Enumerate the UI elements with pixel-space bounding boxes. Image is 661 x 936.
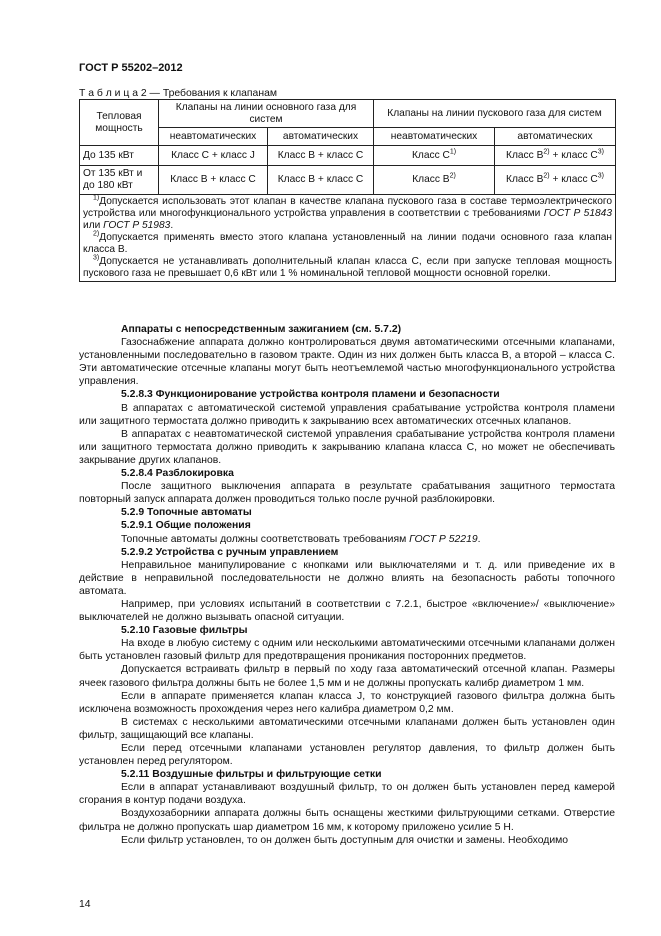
cell-start-nonauto: Класс $В^{2)}$ <box>374 166 495 195</box>
paragraph: Например, при условиях испытаний в соответствии с 7.2.1, быстрое «включение»/ «выключение» выключателей не должно вызывать опасной ситуации. <box>79 598 615 624</box>
table-header-row <box>80 100 616 128</box>
cell-main-nonauto: Класс В + класс С <box>159 166 268 195</box>
section-heading: Аппараты с непосредственным зажиганием (см. 5.7.2) <box>121 324 402 335</box>
table-row <box>80 166 616 195</box>
cell-main-auto: Класс В + класс С <box>268 166 374 195</box>
subheading-main-auto: автоматических <box>268 128 374 146</box>
section-heading: 5.2.10 Газовые фильтры <box>121 625 248 637</box>
document-header: ГОСТ Р 55202–2012 <box>79 62 183 74</box>
table-note: $^{1)}$Допускается использовать этот клапан в качестве клапана пускового газа в составе термоэлектрического устройства или многофункционального устройства управления в соответствии с требованиями ГОСТ Р 51843 или ГОСТ Р 51983. <box>83 194 613 231</box>
footnote-ref: 2) <box>449 172 456 180</box>
footnote-ref: 3) <box>597 148 605 156</box>
valve-requirements-table <box>79 99 616 282</box>
table-row <box>80 146 616 166</box>
table-note: $^{3)}$Допускается не устанавливать дополнительный клапан класса С, если при запуске тепловая мощность пускового газа не превышает 0,6 кВт или 1 % номинальной тепловой мощности основной горелки. <box>83 254 613 279</box>
paragraph: Если в аппарат устанавливают воздушный фильтр, то он должен быть установлен перед камерой сгорания в контур подачи воздуха. <box>79 782 615 807</box>
paragraph: В системах с несколькими автоматическими отсечными клапанами должен быть установлен один фильтр, защищающий все клапаны. <box>79 716 615 741</box>
paragraph: На входе в любую систему с одним или несколькими автоматическими отсечными клапанами должен быть установлен газовый фильтр для предотвращения проникания посторонних предметов. <box>79 638 615 663</box>
section-heading: 5.2.8.4 Разблокировка <box>121 468 234 480</box>
table-caption: Т а б л и ц а 2 — Требования к клапанам <box>79 88 277 99</box>
cell-start-nonauto: Класс $С^{1)}$ <box>374 146 495 166</box>
section-heading: 5.2.9.2 Устройства с ручным управлением <box>121 546 339 558</box>
cell-power: До 135 кВт <box>80 146 159 166</box>
page-number: 14 <box>79 899 91 910</box>
table-subheader-row <box>80 128 616 146</box>
paragraph: Допускается встраивать фильтр в первый по ходу газа автоматический отсечной клапан. Размеры ячеек газового фильтра должны быть не более 1,5 мм и не должны пропускать калибр диаметром 1 мм. <box>79 664 615 689</box>
table-notes-row <box>80 195 616 282</box>
section-heading: 5.2.9.1 Общие положения <box>121 520 251 532</box>
footnote-ref: 1) <box>449 148 457 156</box>
section-heading: 5.2.9 Топочные автоматы <box>121 507 252 519</box>
col-heading-power: Тепловая мощность <box>80 100 159 146</box>
paragraph: Газоснабжение аппарата должно контролироваться двумя автоматическими отсечными клапанами, установленными последовательно в газовом тракте. Один из них должен быть класса В, а второй – класса С. Эти автоматические отсечные клапаны могут быть неотъемлемой частью многофункционального устройства управления. <box>79 337 615 388</box>
paragraph: Если в аппарате применяется клапан класса J, то конструкцией газового фильтра должна быть исключена возможность прохождения через него калибра диаметром 0,2 мм. <box>79 690 615 715</box>
paragraph: Неправильное манипулирование с кнопками или выключателями и т. д. или приведение их в действие в неправильной последовательности не должно влиять на безопасность работы топочного автомата. <box>79 559 615 597</box>
section-heading: 5.2.11 Воздушные фильтры и фильтрующие сетки <box>121 769 382 781</box>
cell-start-auto: Класс $В^{2)}$ + класс $С^{3)}$ <box>495 146 616 166</box>
cell-start-auto: Класс $В^{2)}$ + класс $С^{3)}$ <box>495 166 616 195</box>
footnote-ref: 3) <box>597 172 605 180</box>
table-notes <box>80 195 616 282</box>
cell-power: От 135 кВт и до 180 кВт <box>80 166 159 195</box>
subheading-start-auto: автоматических <box>495 128 616 146</box>
paragraph: В аппаратах с автоматической системой управления срабатывание устройства контроля пламени или защитного термостата должно приводить к закрыванию всех автоматических отсечных клапанов. <box>79 402 615 427</box>
paragraph: После защитного выключения аппарата в результате срабатывания защитного термостата повторный запуск аппарата должен проводиться только после ручной разблокировки. <box>79 481 615 506</box>
footnote-ref: 2) <box>543 148 550 156</box>
cell-main-nonauto: Класс С + класс J <box>159 146 268 166</box>
subheading-main-nonauto: неавтоматических <box>159 128 268 146</box>
table-note: $^{2)}$Допускается применять вместо этого клапана установленный на линии подачи основного газа клапан класса В. <box>83 230 613 255</box>
col-group-start-gas: Клапаны на линии пускового газа для систем <box>374 100 616 128</box>
paragraph: Воздухозаборники аппарата должны быть оснащены жесткими фильтрующими сетками. Отверстие фильтра не должно пропускать шар диаметром 16 мм, к которому приложено усилие 5 Н. <box>79 808 615 833</box>
cell-main-auto: Класс В + класс С <box>268 146 374 166</box>
paragraph: Топочные автоматы должны соответствовать требованиям ГОСТ Р 52219. <box>121 533 481 545</box>
subheading-start-nonauto: неавтоматических <box>374 128 495 146</box>
paragraph: Если фильтр установлен, то он должен быть доступным для очистки и замены. Необходимо <box>121 834 569 846</box>
footnote-ref: 2) <box>543 172 550 180</box>
document-body <box>79 323 615 847</box>
paragraph: Если перед отсечными клапанами установлен регулятор давления, то фильтр должен быть установлен перед регулятором. <box>79 743 615 768</box>
paragraph: В аппаратах с неавтоматической системой управления срабатывание устройства контроля пламени или защитного термостата должно приводить к закрыванию клапана класса С, но может не обеспечивать закрывание других клапанов. <box>79 428 615 466</box>
col-group-main-gas: Клапаны на линии основного газа для систем <box>159 100 374 128</box>
section-heading: 5.2.8.3 Функционирование устройства контроля пламени и безопасности <box>121 389 500 401</box>
